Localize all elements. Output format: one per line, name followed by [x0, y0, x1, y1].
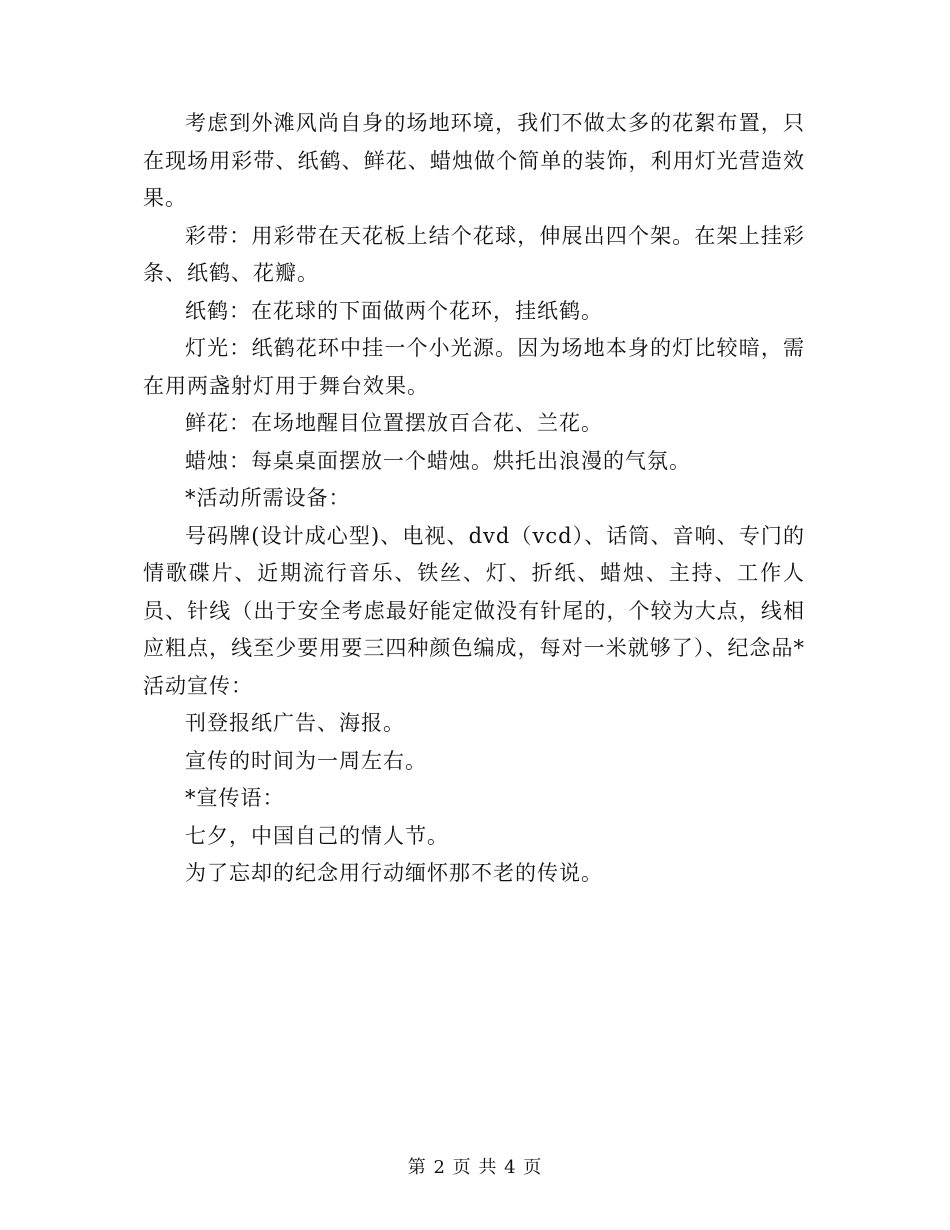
slogan-line-1: 七夕，中国自己的情人节。: [185, 823, 449, 848]
paragraph-ribbon: 彩带：用彩带在天花板上结个花球，伸展出四个架。在架上挂彩条、纸鹤、花瓣。: [143, 223, 805, 285]
page-number-footer: 第 2 页 共 4 页: [407, 1157, 543, 1178]
paragraph-advertising: 刊登报纸广告、海报。: [185, 711, 405, 735]
section-heading-slogan: *宣传语：: [185, 786, 285, 810]
paragraph-promotion-duration: 宣传的时间为一周左右。: [185, 748, 427, 773]
paragraph-paper-crane: 纸鹤：在花球的下面做两个花环，挂纸鹤。: [185, 298, 603, 323]
paragraph-flowers: 鲜花：在场地醒目位置摆放百合花、兰花。: [185, 411, 603, 435]
paragraph-lighting: 灯光：纸鹤花环中挂一个小光源。因为场地本身的灯比较暗，需在用两盏射灯用于舞台效果。: [143, 336, 805, 398]
paragraph-candles: 蜡烛：每桌桌面摆放一个蜡烛。烘托出浪漫的气氛。: [185, 448, 691, 473]
paragraph-equipment-list: 号码牌(设计成心型)、电视、dvd（vcd）、话筒、音响、专门的情歌碟片、近期流行音乐、铁丝、灯、折纸、蜡烛、主持、工作人员、针线（出于安全考虑最好能定做没有针尾的，个较为大点，线相应粗点，线至少要用要三四种颜色编成，每对一米就够了）、纪念品*活动宣传：: [143, 523, 805, 698]
document-body: [143, 105, 805, 893]
paragraph-venue-decoration: 考虑到外滩风尚自身的场地环境，我们不做太多的花絮布置，只在现场用彩带、纸鹤、鲜花、蜡烛做个简单的装饰，利用灯光营造效果。: [143, 111, 805, 210]
section-heading-equipment: *活动所需设备：: [185, 486, 351, 510]
slogan-line-2: 为了忘却的纪念用行动缅怀那不老的传说。: [185, 861, 603, 885]
